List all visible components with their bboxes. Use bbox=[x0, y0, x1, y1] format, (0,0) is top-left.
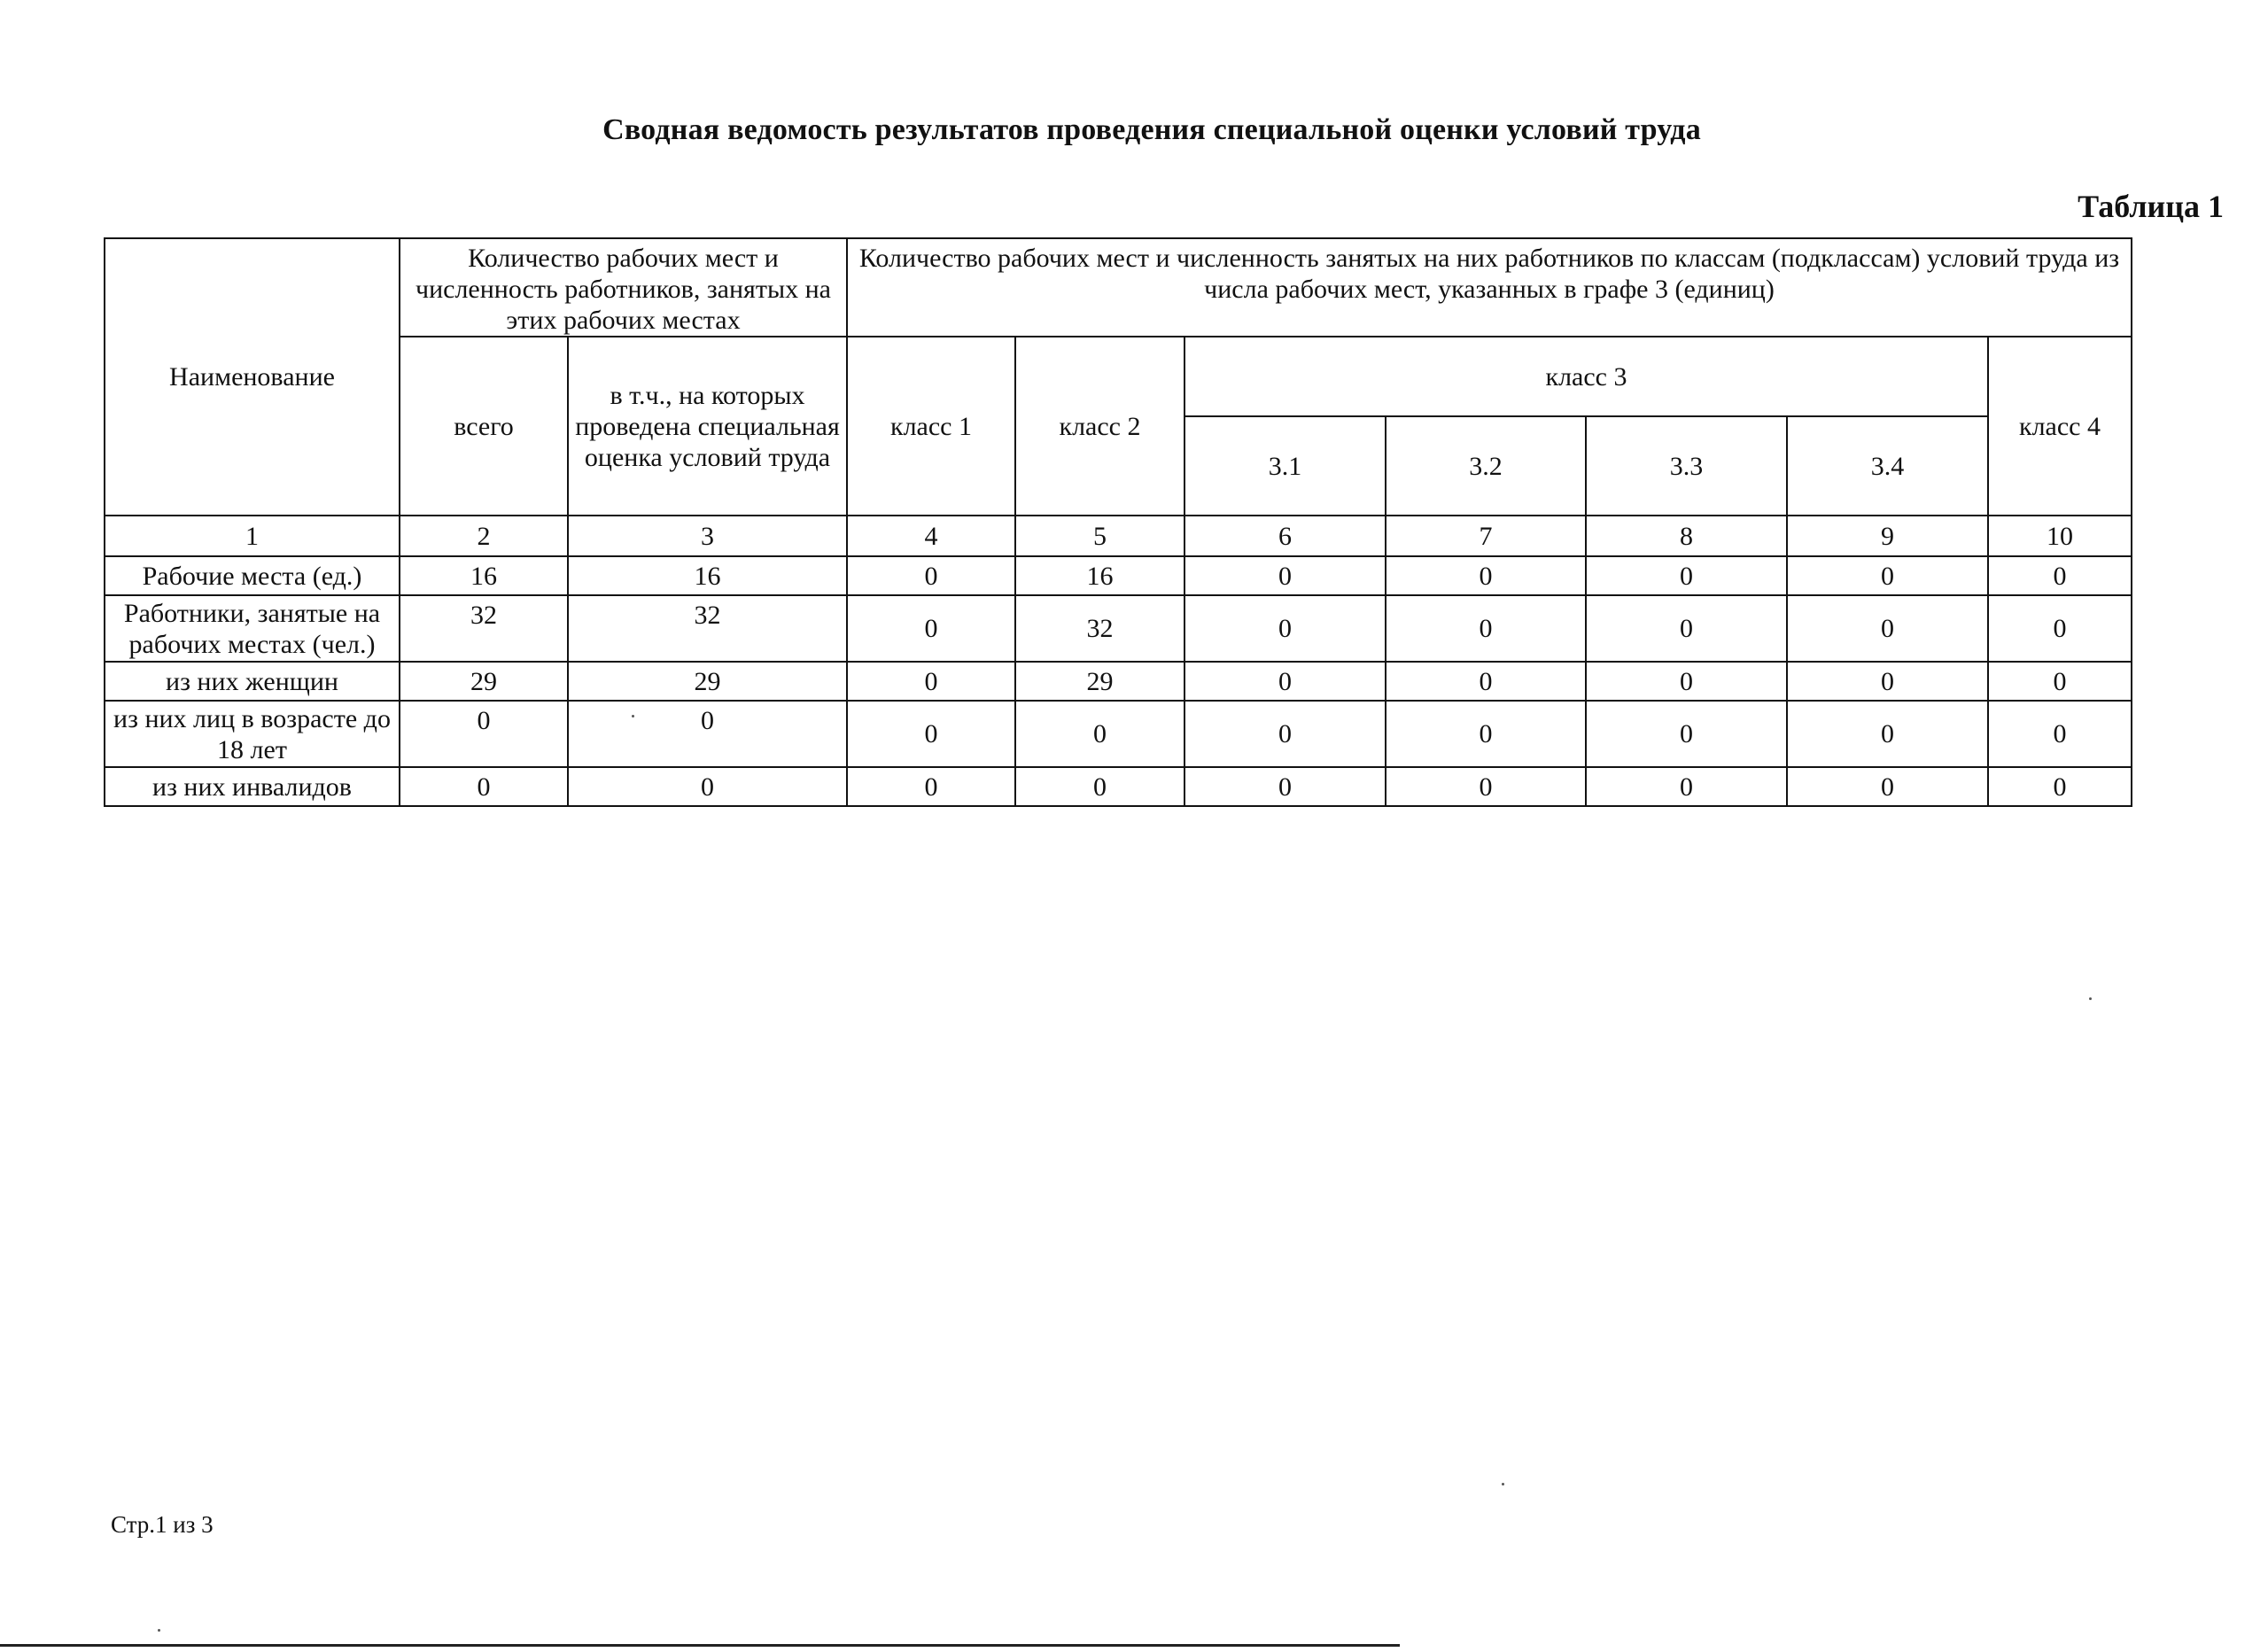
table-label: Таблица 1 bbox=[2078, 189, 2224, 224]
header-subclass-3-4: 3.4 bbox=[1787, 416, 1988, 516]
row-label: из них женщин bbox=[105, 662, 400, 701]
cell-class-3-3: 0 bbox=[1586, 701, 1787, 767]
header-group-workplaces: Количество рабочих мест и численность работников, занятых на этих рабочих местах bbox=[400, 238, 847, 337]
cell-class-1: 0 bbox=[847, 556, 1015, 595]
document-title: Сводная ведомость результатов проведения специальной оценки условий труда bbox=[602, 113, 1701, 146]
table-row-workers bbox=[105, 595, 2132, 662]
row-label: из них лиц в возрасте до 18 лет bbox=[105, 701, 400, 767]
cell-total: 32 bbox=[400, 595, 568, 662]
cell-class-3-1: 0 bbox=[1184, 767, 1386, 806]
cell-class-1: 0 bbox=[847, 662, 1015, 701]
header-class-4: класс 4 bbox=[1988, 337, 2132, 516]
cell-class-3-1: 0 bbox=[1184, 556, 1386, 595]
cell-assessed: 0 bbox=[568, 701, 847, 767]
cell-class-3-1: 0 bbox=[1184, 595, 1386, 662]
cell-assessed: 32 bbox=[568, 595, 847, 662]
cell-class-3-2: 0 bbox=[1386, 767, 1586, 806]
cell-class-4: 0 bbox=[1988, 556, 2132, 595]
cell-assessed: 29 bbox=[568, 662, 847, 701]
row-label: Рабочие места (ед.) bbox=[105, 556, 400, 595]
scan-speck bbox=[158, 1629, 160, 1632]
table-row-disabled bbox=[105, 767, 2132, 806]
column-number: 6 bbox=[1184, 516, 1386, 556]
table-row-workplaces bbox=[105, 556, 2132, 595]
page-number: Стр.1 из 3 bbox=[111, 1511, 214, 1538]
header-class-1: класс 1 bbox=[847, 337, 1015, 516]
scan-speck bbox=[632, 715, 634, 717]
cell-class-4: 0 bbox=[1988, 595, 2132, 662]
column-number: 1 bbox=[105, 516, 400, 556]
cell-class-3-2: 0 bbox=[1386, 662, 1586, 701]
cell-class-4: 0 bbox=[1988, 701, 2132, 767]
column-number: 3 bbox=[568, 516, 847, 556]
cell-class-3-4: 0 bbox=[1787, 701, 1988, 767]
cell-class-2: 32 bbox=[1015, 595, 1184, 662]
cell-class-3-2: 0 bbox=[1386, 556, 1586, 595]
cell-class-3-1: 0 bbox=[1184, 662, 1386, 701]
header-class-2: класс 2 bbox=[1015, 337, 1184, 516]
cell-class-3-3: 0 bbox=[1586, 595, 1787, 662]
column-number: 7 bbox=[1386, 516, 1586, 556]
table-row-minors bbox=[105, 701, 2132, 767]
header-row-2 bbox=[105, 337, 2132, 416]
scan-speck bbox=[2089, 997, 2092, 1000]
cell-assessed: 0 bbox=[568, 767, 847, 806]
cell-class-3-3: 0 bbox=[1586, 767, 1787, 806]
cell-class-3-3: 0 bbox=[1586, 556, 1787, 595]
cell-class-1: 0 bbox=[847, 595, 1015, 662]
column-number: 8 bbox=[1586, 516, 1787, 556]
cell-class-3-4: 0 bbox=[1787, 662, 1988, 701]
cell-class-3-4: 0 bbox=[1787, 595, 1988, 662]
cell-class-2: 29 bbox=[1015, 662, 1184, 701]
cell-class-4: 0 bbox=[1988, 767, 2132, 806]
header-subclass-3-1: 3.1 bbox=[1184, 416, 1386, 516]
header-total: всего bbox=[400, 337, 568, 516]
column-number: 10 bbox=[1988, 516, 2132, 556]
header-subclass-3-3: 3.3 bbox=[1586, 416, 1787, 516]
cell-class-3-4: 0 bbox=[1787, 556, 1988, 595]
table-row-women bbox=[105, 662, 2132, 701]
cell-class-1: 0 bbox=[847, 701, 1015, 767]
header-row-1 bbox=[105, 238, 2132, 337]
header-name: Наименование bbox=[105, 238, 400, 516]
column-number: 2 bbox=[400, 516, 568, 556]
cell-assessed: 16 bbox=[568, 556, 847, 595]
scan-bottom-edge bbox=[0, 1644, 1400, 1647]
column-number: 5 bbox=[1015, 516, 1184, 556]
header-class-3: класс 3 bbox=[1184, 337, 1988, 416]
cell-class-2: 16 bbox=[1015, 556, 1184, 595]
column-number: 4 bbox=[847, 516, 1015, 556]
cell-class-4: 0 bbox=[1988, 662, 2132, 701]
cell-total: 29 bbox=[400, 662, 568, 701]
summary-table bbox=[104, 237, 2132, 807]
column-number: 9 bbox=[1787, 516, 1988, 556]
row-label: из них инвалидов bbox=[105, 767, 400, 806]
cell-total: 16 bbox=[400, 556, 568, 595]
cell-class-3-4: 0 bbox=[1787, 767, 1988, 806]
cell-class-2: 0 bbox=[1015, 767, 1184, 806]
cell-class-3-3: 0 bbox=[1586, 662, 1787, 701]
scan-speck bbox=[1502, 1483, 1504, 1485]
cell-class-1: 0 bbox=[847, 767, 1015, 806]
header-group-classes: Количество рабочих мест и численность занятых на них работников по классам (подклассам) условий труда из числа рабочих мест, указанных в графе 3 (единиц) bbox=[847, 238, 2132, 337]
header-assessed: в т.ч., на которых проведена специальная оценка условий труда bbox=[568, 337, 847, 516]
row-label: Работники, занятые на рабочих местах (чел.) bbox=[105, 595, 400, 662]
column-number-row bbox=[105, 516, 2132, 556]
cell-class-3-2: 0 bbox=[1386, 701, 1586, 767]
cell-total: 0 bbox=[400, 767, 568, 806]
cell-class-3-1: 0 bbox=[1184, 701, 1386, 767]
header-subclass-3-2: 3.2 bbox=[1386, 416, 1586, 516]
cell-class-2: 0 bbox=[1015, 701, 1184, 767]
cell-total: 0 bbox=[400, 701, 568, 767]
cell-class-3-2: 0 bbox=[1386, 595, 1586, 662]
